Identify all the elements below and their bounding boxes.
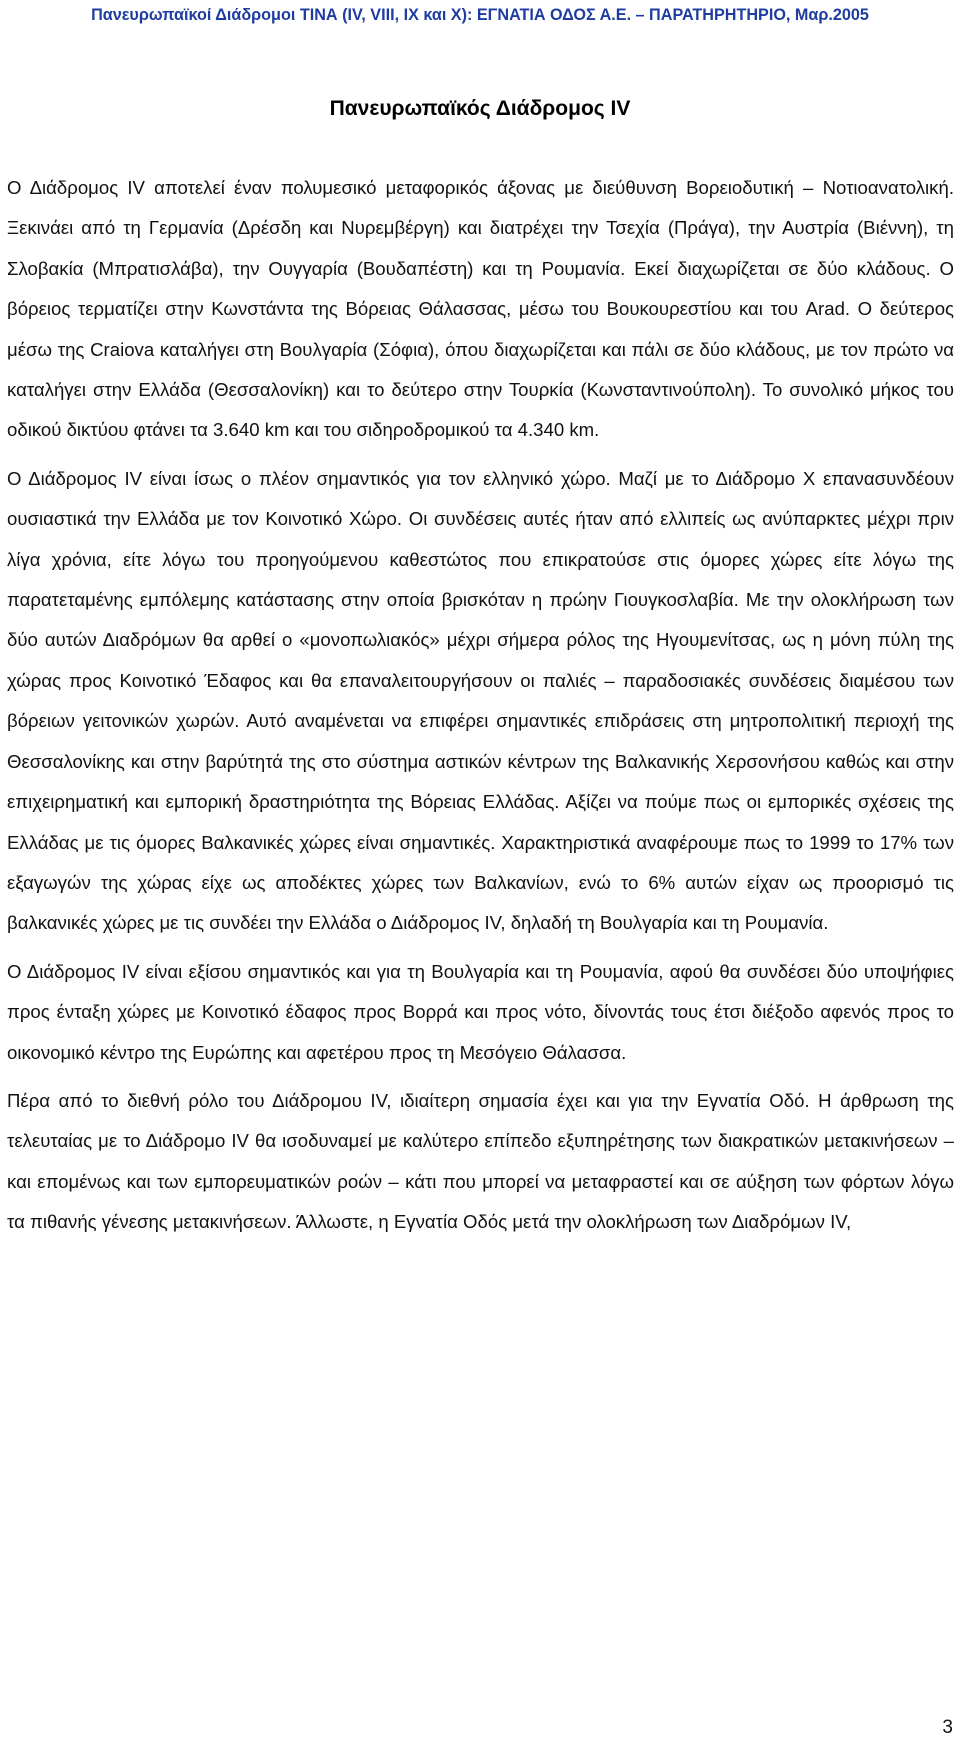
paragraph-egnatia-role: Πέρα από το διεθνή ρόλο του Διάδρομου IV, ιδιαίτερη σημασία έχει και για την Εγνατία Οδό. Η άρθρωση της τελευταίας με το Διάδρομο IV θα ισοδυναμεί με καλύτερο επίπεδο εξυπηρέτησης των διακρατικών μετακινήσεων – και επομένως και των εμπορευματικών ροών – κάτι που μπορεί να μεταφραστεί και σε αύξηση των φόρτων λόγω τα πιθανής γένεσης μετακινήσεων. Άλλωστε, η Εγνατία Οδός μετά την ολοκλήρωση των Διαδρόμων IV, [7,1089,954,1233]
document-body [7,168,954,1243]
paragraph-greek-importance: Ο Διάδρομος IV είναι ίσως ο πλέον σημαντικός για τον ελληνικό χώρο. Μαζί με το Διάδρομο Χ επανασυνδέουν ουσιαστικά την Ελλάδα με τον Κοινοτικό Χώρο. Οι συνδέσεις αυτές ήταν από ελλιπείς ως ανύπαρκτες μέχρι πριν λίγα χρόνια, είτε λόγω του προηγούμενου καθεστώτος που επικρατούσε στις όμορες χώρες είτε λόγω της παρατεταμένης εμπόλεμης κατάστασης στην οποία βρισκόταν η πρώην Γιουγκοσλαβία. Με την ολοκλήρωση των δύο αυτών Διαδρόμων θα αρθεί ο «μονοπωλιακός» μέχρι σήμερα ρόλος της Ηγουμενίτσας, ως η μόνη πύλη της χώρας προς Κοινοτικό Έδαφος και θα επαναλειτουργήσουν οι παλιές – παραδοσιακές συνδέσεις διαμέσου των βόρειων γειτονικών χωρών. Αυτό αναμένεται να επιφέρει σημαντικές επιδράσεις στη μητροπολιτική περιοχή της Θεσσαλονίκης και στην βαρύτητά της στο σύστημα αστικών κέντρων της Βαλκανικής Χερσονήσου καθώς και στην επιχειρηματική και εμπορική δραστηριότητα της Βόρειας Ελλάδας. Αξίζει να πούμε πως οι εμπορικές σχέσεις της Ελλάδας με τις όμορες Βαλκανικές χώρες είναι σημαντικές. Χαρακτηριστικά αναφέρουμε πως το 1999 το 17% των εξαγωγών της χώρας είχε ως αποδέκτες χώρες των Βαλκανίων, ενώ το 6% αυτών είχαν ως προορισμό τις βαλκανικές χώρες με τις συνδέει την Ελλάδα ο Διάδρομος IV, δηλαδή τη Βουλγαρία και τη Ρουμανία. [7,467,954,934]
page-number: 3 [942,1717,953,1738]
document-title: Πανευρωπαϊκός Διάδρομος IV [329,97,631,120]
paragraph-corridor-route: Ο Διάδρομος IV αποτελεί έναν πολυμεσικό μεταφορικός άξονας με διεύθυνση Βορειοδυτική – Νοτιοανατολική. Ξεκινάει από τη Γερμανία (Δρέσδη και Νυρεμβέργη) και διατρέχει την Τσεχία (Πράγα), την Αυστρία (Βιέννη), τη Σλοβακία (Μπρατισλάβα), την Ουγγαρία (Βουδαπέστη) και τη Ρουμανία. Εκεί διαχωρίζεται σε δύο κλάδους. Ο βόρειος τερματίζει στην Κωνστάντα της Βόρειας Θάλασσας, μέσω του Βουκουρεστίου και του Arad. Ο δεύτερος μέσω της Craiova καταλήγει στη Βουλγαρία (Σόφια), όπου διαχωρίζεται και πάλι σε δύο κλάδους, με τον πρώτο να καταλήγει στην Ελλάδα (Θεσσαλονίκη) και το δεύτερο στην Τουρκία (Κωνσταντινούπολη). Το συνολικό μήκος του οδικού δικτύου φτάνει τα 3.640 km και του σιδηροδρομικού τα 4.340 km. [7,177,954,441]
running-header: Πανευρωπαϊκοί Διάδρομοι ΤΙΝΑ (IV, VIII, IX και X): ΕΓΝΑΤΙΑ ΟΔΟΣ Α.Ε. – ΠΑΡΑΤΗΡΗΤΗΡΙΟ, Μαρ.2005 [91,6,869,24]
paragraph-bulgaria-romania: Ο Διάδρομος IV είναι εξίσου σημαντικός και για τη Βουλγαρία και τη Ρουμανία, αφού θα συνδέσει δύο υποψήφιες προς ένταξη χώρες με Κοινοτικό έδαφος προς Βορρά και προς νότο, δίνοντάς τους έτσι διέξοδο αφενός προς το οικονομικό κέντρο της Ευρώπης και αφετέρου προς τη Μεσόγειο Θάλασσα. [7,960,954,1063]
